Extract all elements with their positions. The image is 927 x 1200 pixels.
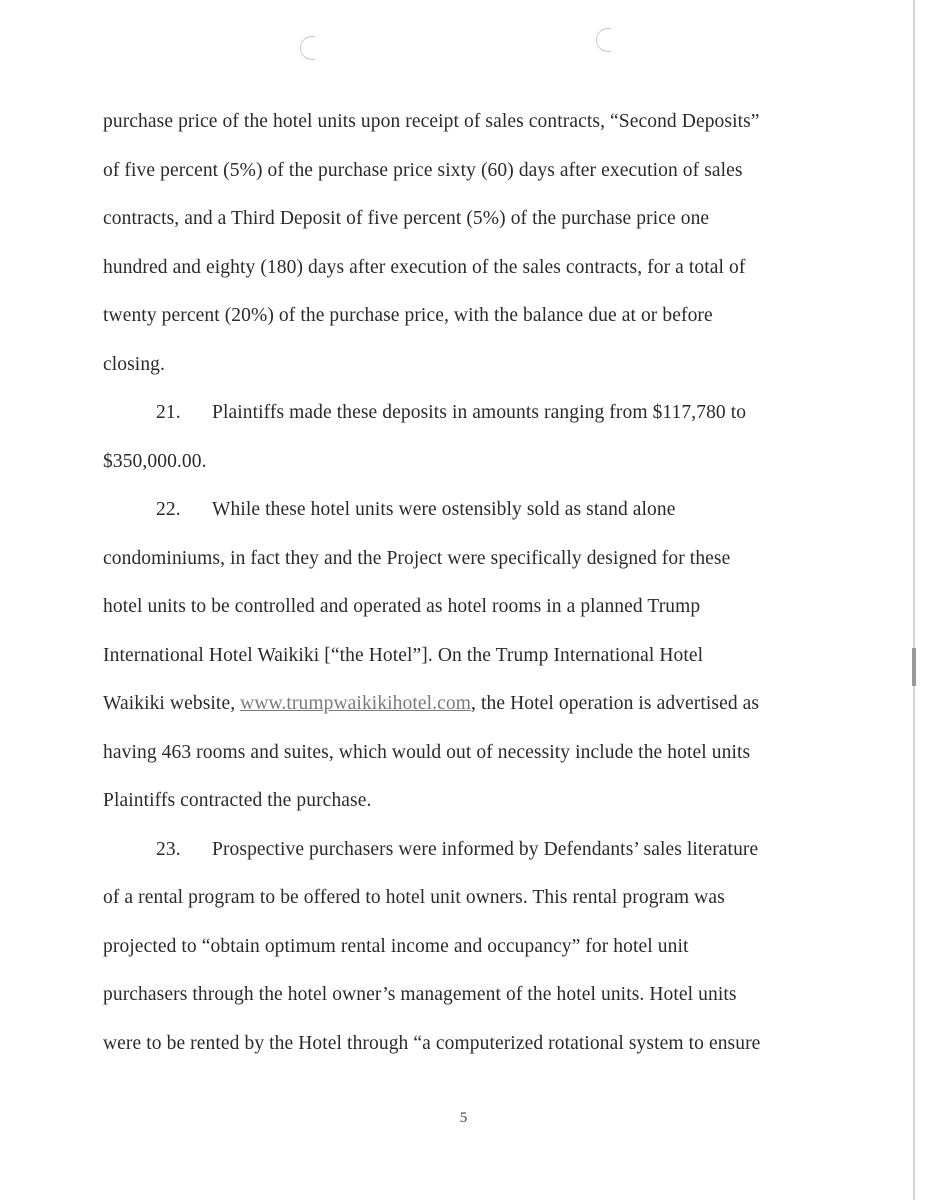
text-line: of a rental program to be offered to hotel unit owners. This rental program was: [103, 887, 725, 908]
text-line: having 463 rooms and suites, which would out of necessity include the hotel units: [103, 741, 751, 763]
body-text: [103, 98, 833, 1068]
text-line-with-link: [103, 680, 833, 729]
text-line: twenty percent (20%) of the purchase price, with the balance due at or before: [103, 305, 713, 326]
text-line: Plaintiffs made these deposits in amounts ranging from $117,780 to: [212, 402, 747, 423]
website-link[interactable]: www.trumpwaikikihotel.com: [240, 693, 472, 714]
text-line: Plaintiffs contracted the purchase.: [103, 790, 372, 811]
text-line: were to be rented by the Hotel through “a computerized rotational system to ensure: [103, 1032, 761, 1054]
scan-artifact-mark: [300, 36, 315, 60]
paragraph-21: [103, 389, 833, 438]
scan-edge-mark: [912, 648, 916, 686]
text-line: purchasers through the hotel owner’s management of the hotel units. Hotel units: [103, 984, 737, 1005]
page-number: 5: [459, 1110, 468, 1126]
text-line: closing.: [103, 353, 166, 375]
text-fragment: , the Hotel operation is advertised as: [471, 693, 760, 714]
text-line: Prospective purchasers were informed by Defendants’ sales literature: [212, 838, 759, 860]
text-line: hotel units to be controlled and operated as hotel rooms in a planned Trump: [103, 596, 701, 617]
text-line: $350,000.00.: [103, 450, 207, 472]
text-line: While these hotel units were ostensibly sold as stand alone: [212, 499, 676, 520]
text-line: of five percent (5%) of the purchase price sixty (60) days after execution of sales: [103, 159, 743, 181]
text-line: condominiums, in fact they and the Project were specifically designed for these: [103, 547, 731, 569]
text-line: International Hotel Waikiki [“the Hotel”]. On the Trump International Hotel: [103, 644, 704, 666]
paragraph-number: 23.: [156, 838, 181, 860]
text-fragment: Waikiki website,: [103, 693, 241, 714]
paragraph-22: [103, 486, 833, 535]
scan-edge: [913, 0, 915, 1200]
text-line: projected to “obtain optimum rental income and occupancy” for hotel unit: [103, 935, 689, 957]
scan-artifact-mark: [596, 28, 611, 52]
paragraph-23: [103, 826, 833, 875]
paragraph-number: 21.: [156, 402, 181, 423]
text-line: purchase price of the hotel units upon receipt of sales contracts, “Second Deposits”: [103, 111, 760, 132]
text-line: contracts, and a Third Deposit of five percent (5%) of the purchase price one: [103, 208, 710, 229]
paragraph-number: 22.: [156, 499, 181, 520]
text-line: hundred and eighty (180) days after execution of the sales contracts, for a total of: [103, 256, 746, 278]
